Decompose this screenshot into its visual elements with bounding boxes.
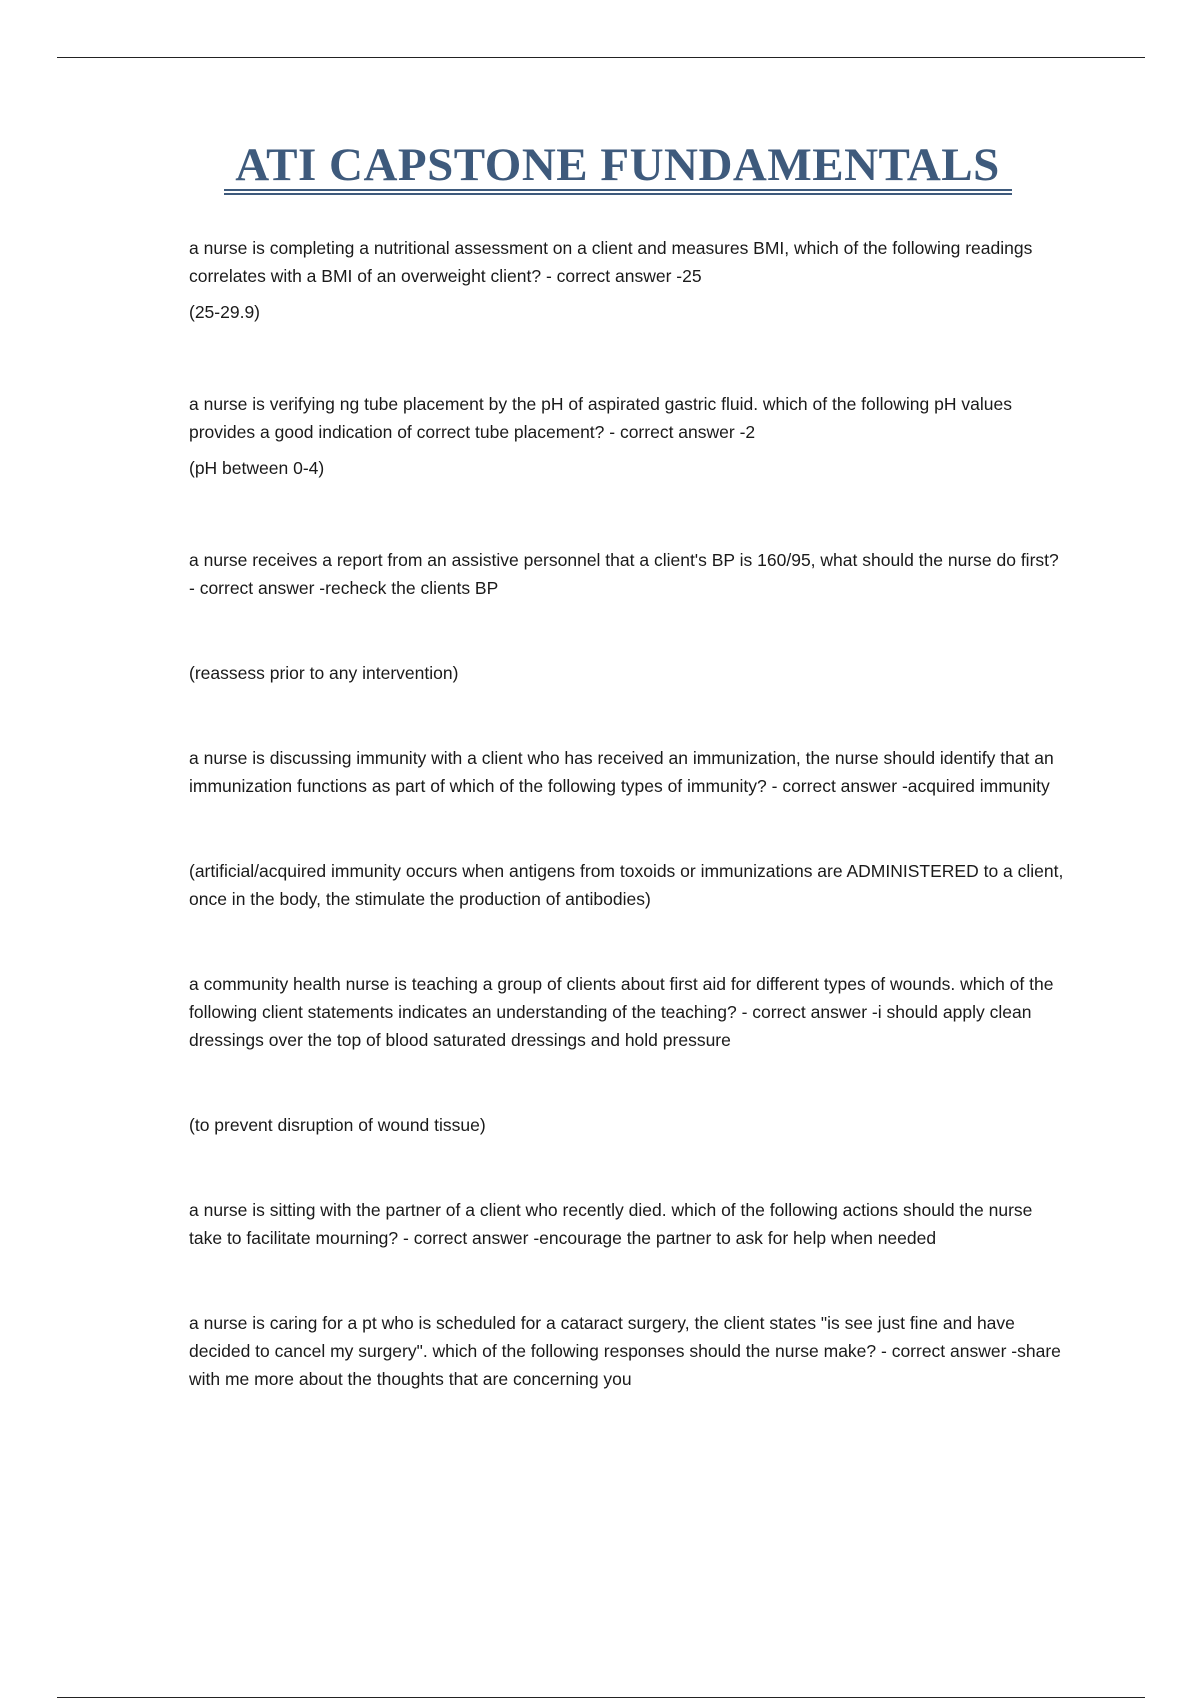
entry-5-rationale: (to prevent disruption of wound tissue) — [189, 1115, 486, 1135]
title-underline — [224, 189, 1012, 191]
document-body — [189, 234, 1069, 1403]
entry-1-rationale: (25-29.9) — [189, 302, 261, 322]
entry-2-question: a nurse is verifying ng tube placement by the pH of aspirated gastric fluid. which of the following pH values provides a good indication of correct tube placement? - correct answer -2 — [189, 394, 1012, 442]
entry-5-question: a community health nurse is teaching a group of clients about first aid for different types of wounds. which of the following client statements indicates an understanding of the teaching? - correct answer -i should apply clean dressings over the top of blood saturated dressings and hold pressure — [189, 974, 1054, 1050]
entry-7-question: a nurse is caring for a pt who is scheduled for a cataract surgery, the client states "is see just fine and have decided to cancel my surgery". which of the following responses should the nurse make? - correct answer -share with me more about the thoughts that are concerning you — [189, 1313, 1061, 1389]
entry-3-rationale: (reassess prior to any intervention) — [189, 663, 459, 683]
document-title: ATI CAPSTONE FUNDAMENTALS — [235, 139, 1000, 191]
entry-3-question: a nurse receives a report from an assistive personnel that a client's BP is 160/95, what should the nurse do first? - correct answer -recheck the clients BP — [189, 550, 1059, 598]
entry-4-rationale: (artificial/acquired immunity occurs when antigens from toxoids or immunizations are ADMINISTERED to a client, once in the body, the stimulate the production of antibodies) — [189, 861, 1064, 909]
title-underline-second — [224, 193, 1012, 195]
top-rule — [57, 57, 1145, 58]
entry-1-question: a nurse is completing a nutritional assessment on a client and measures BMI, which of the following readings correlates with a BMI of an overweight client? - correct answer -25 — [189, 238, 1033, 286]
entry-4-question: a nurse is discussing immunity with a client who has received an immunization, the nurse should identify that an immunization functions as part of which of the following types of immunity? - correct answer -acquired immunity — [189, 748, 1054, 796]
entry-6-question: a nurse is sitting with the partner of a client who recently died. which of the following actions should the nurse take to facilitate mourning? - correct answer -encourage the partner to ask for help when needed — [189, 1200, 1033, 1248]
entry-2-rationale: (pH between 0-4) — [189, 458, 325, 478]
bottom-rule — [57, 1697, 1145, 1698]
